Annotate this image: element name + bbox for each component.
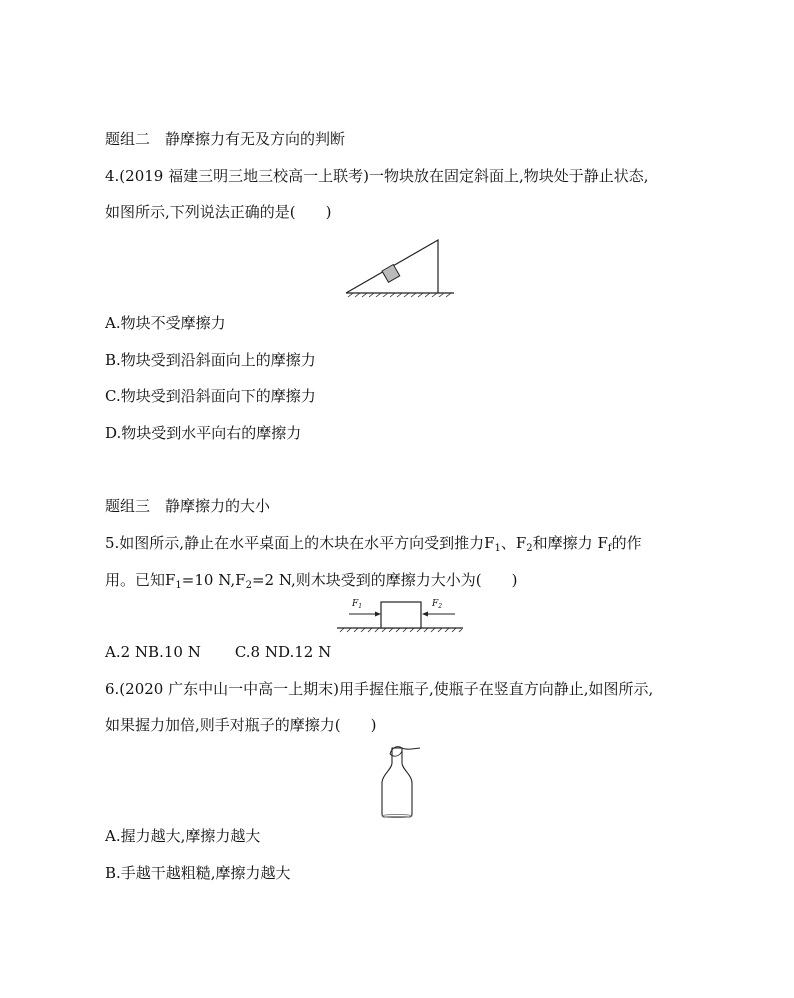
q5-stem-line2: 用。已知$F_1=10$ $N,F_2=2$ N,则木块受到的摩擦力大小为( ) bbox=[105, 571, 518, 591]
q5-option-a: A.2 N bbox=[105, 643, 149, 661]
q5-option-b: B.10 N bbox=[148, 643, 201, 661]
q4-option-a: A.物块不受摩擦力 bbox=[105, 314, 226, 332]
q4-option-b: B.物块受到沿斜面向上的摩擦力 bbox=[105, 351, 316, 369]
q5-option-c: C.8 N bbox=[234, 643, 278, 661]
label-f1: $F_1$ bbox=[352, 599, 363, 610]
wood-block bbox=[381, 602, 421, 628]
q6-option-a: A.握力越大,摩擦力越大 bbox=[105, 827, 261, 845]
q4-option-c: C.物块受到沿斜面向下的摩擦力 bbox=[105, 387, 316, 405]
group3-title: 题组三 静摩擦力的大小 bbox=[105, 497, 271, 515]
bottle-hand-figure bbox=[372, 740, 422, 820]
q6-option-b: B.手越干越粗糙,摩擦力越大 bbox=[105, 864, 291, 882]
q4-stem-line1: 4.(2019 福建三明三地三校高一上联考)一物块放在固定斜面上,物块处于静止状态, bbox=[105, 167, 649, 185]
incline-figure bbox=[340, 236, 456, 298]
q5-options bbox=[105, 643, 331, 661]
label-f2: $F_2$ bbox=[432, 599, 443, 610]
q6-stem-line2: 如果握力加倍,则手对瓶子的摩擦力( ) bbox=[105, 716, 377, 734]
block bbox=[382, 265, 400, 283]
q4-option-d: D.物块受到水平向右的摩擦力 bbox=[105, 424, 302, 442]
q6-stem-line1: 6.(2020 广东中山一中高一上期末)用手握住瓶子,使瓶子在竖直方向静止,如图所示, bbox=[105, 680, 654, 698]
push-block-figure bbox=[337, 597, 463, 633]
group2-title: 题组二 静摩擦力有无及方向的判断 bbox=[105, 130, 346, 148]
q5-stem-line1: 5.如图所示,静止在水平桌面上的木块在水平方向受到推力$F_1$、$F_2$和摩擦力 $F_f$的作 bbox=[105, 534, 642, 554]
q5-option-d: D.12 N bbox=[277, 643, 332, 661]
ground-hatch bbox=[348, 293, 451, 297]
bottle bbox=[382, 748, 412, 817]
q4-stem-line2: 如图所示,下列说法正确的是( ) bbox=[105, 203, 332, 221]
